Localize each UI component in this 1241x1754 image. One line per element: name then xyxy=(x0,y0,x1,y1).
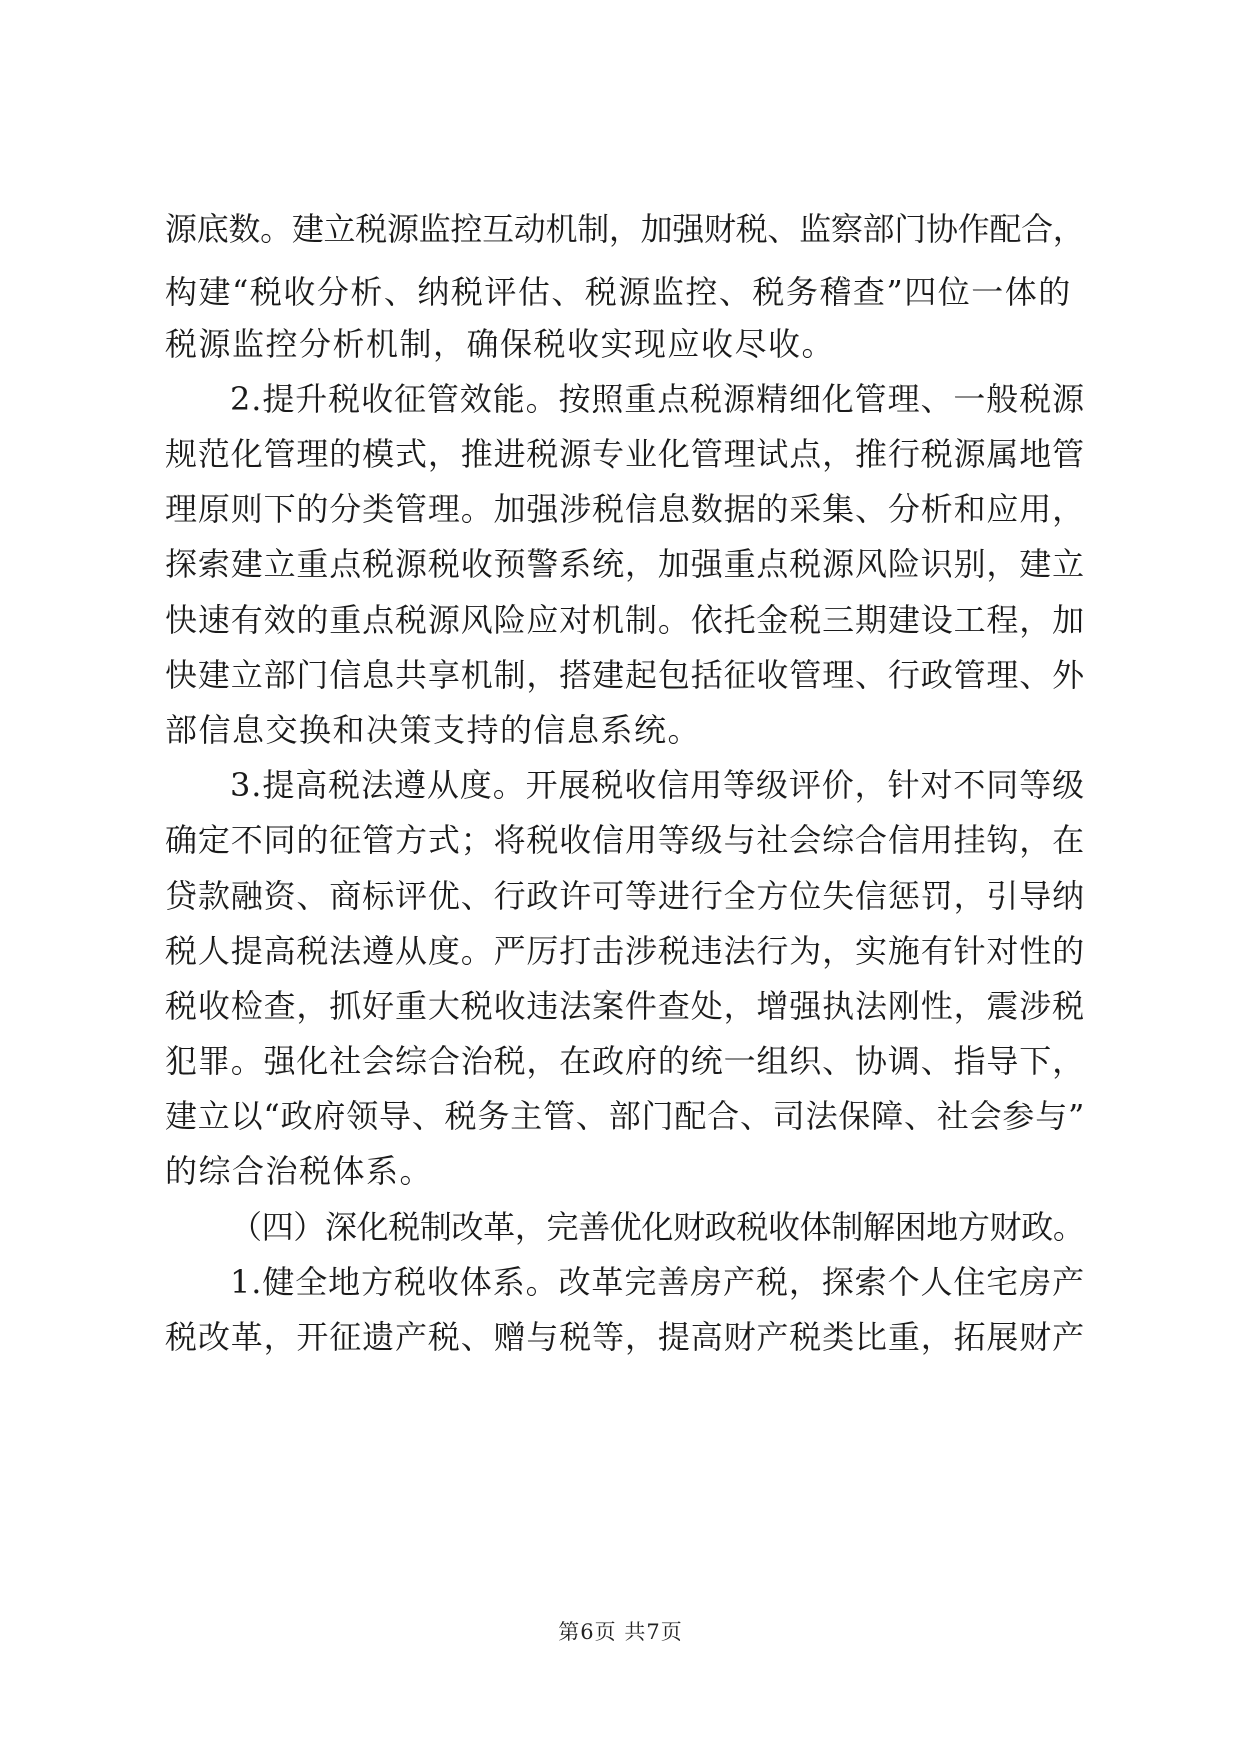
body-text-line: 确定不同的征管方式；将税收信用等级与社会综合信用挂钩，在 xyxy=(165,821,1086,859)
paragraph-heading-line: 1.健全地方税收体系。改革完善房产税，探索个人住宅房产 xyxy=(230,1263,1086,1301)
body-text-line: 探索建立重点税源税收预警系统，加强重点税源风险识别，建立 xyxy=(165,545,1086,583)
body-text-line: 部信息交换和决策支持的信息系统。 xyxy=(165,711,702,749)
body-text-line: 快建立部门信息共享机制，搭建起包括征收管理、行政管理、外 xyxy=(165,656,1086,694)
body-text-line: 的综合治税体系。 xyxy=(165,1152,434,1190)
body-text-line: 税收检查，抓好重大税收违法案件查处，增强执法刚性，震涉税 xyxy=(165,987,1086,1025)
body-text-line: 税人提高税法遵从度。严厉打击涉税违法行为，实施有针对性的 xyxy=(165,932,1086,970)
body-text-line: 规范化管理的模式，推进税源专业化管理试点，推行税源属地管 xyxy=(165,435,1086,473)
page-footer: 第6页 共7页 xyxy=(558,1620,683,1644)
paragraph-heading-line: 3.提高税法遵从度。开展税收信用等级评价，针对不同等级 xyxy=(230,766,1086,804)
body-text-line: 税源监控分析机制，确保税收实现应收尽收。 xyxy=(165,325,836,363)
body-text-line: 建立以“政府领导、税务主管、部门配合、司法保障、社会参与” xyxy=(165,1097,1086,1135)
body-text-line: 源底数。建立税源监控互动机制，加强财税、监察部门协作配合， xyxy=(165,210,1085,248)
body-text-line: 税改革，开征遗产税、赠与税等，提高财产税类比重，拓展财产 xyxy=(165,1318,1086,1356)
section-heading-line: （四）深化税制改革，完善优化财政税收体制解困地方财政。 xyxy=(230,1208,1085,1246)
body-text-line: 快速有效的重点税源风险应对机制。依托金税三期建设工程，加 xyxy=(165,601,1086,639)
body-text-line: 犯罪。强化社会综合治税，在政府的统一组织、协调、指导下， xyxy=(165,1042,1086,1080)
paragraph-heading-line: 2.提升税收征管效能。按照重点税源精细化管理、一般税源 xyxy=(230,380,1086,418)
body-text-line: 理原则下的分类管理。加强涉税信息数据的采集、分析和应用， xyxy=(165,490,1086,528)
body-text-line: 贷款融资、商标评优、行政许可等进行全方位失信惩罚，引导纳 xyxy=(165,877,1086,915)
body-text-line: 构建“税收分析、纳税评估、税源监控、税务稽查”四位一体的 xyxy=(165,273,1072,311)
